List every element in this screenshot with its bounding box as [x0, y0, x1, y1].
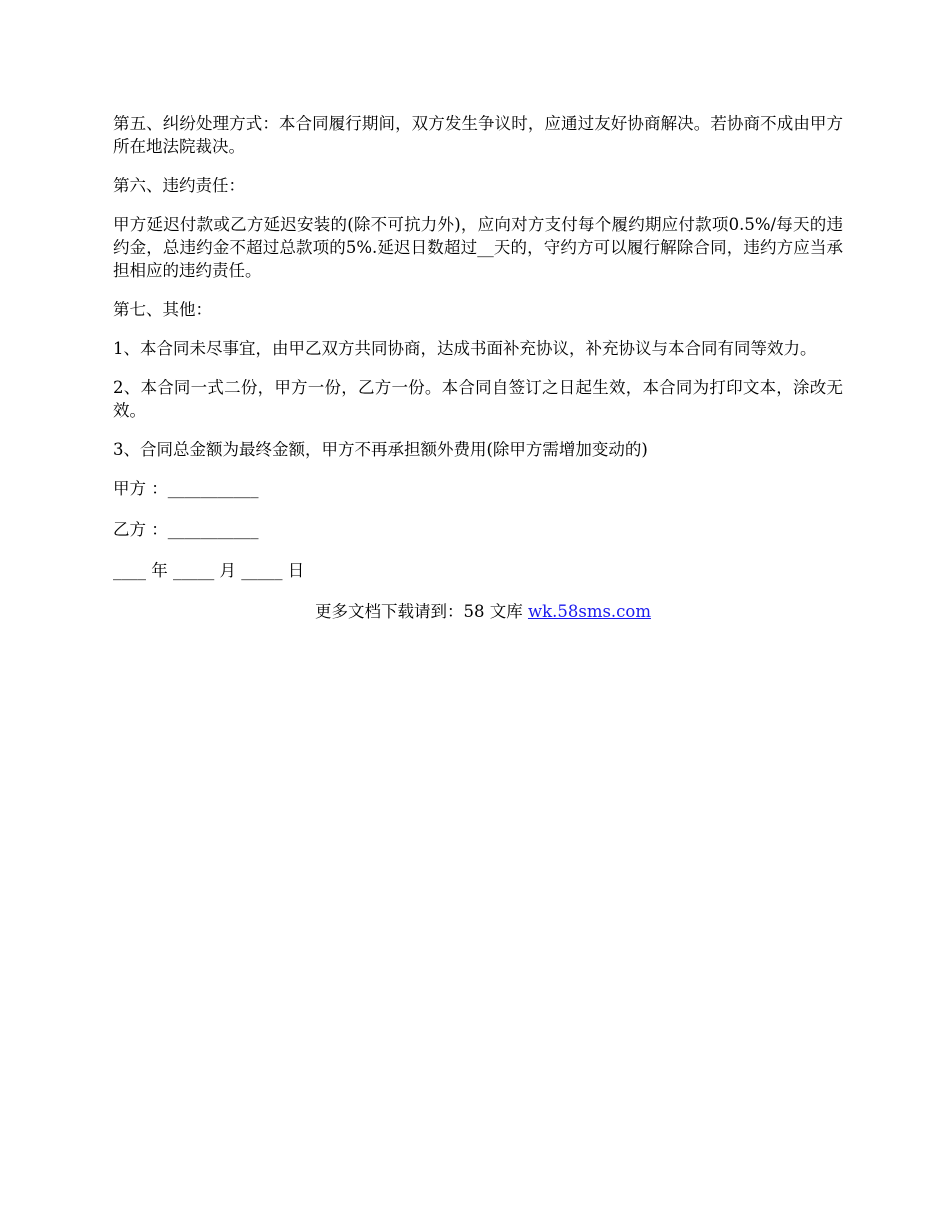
footer-link[interactable]: wk.58sms.com: [527, 602, 651, 621]
clause-five-dispute: 第五、纠纷处理方式：本合同履行期间，双方发生争议时，应通过友好协商解决。若协商不成由甲方所在地法院裁决。: [113, 114, 843, 156]
clause-seven-item-2: 2、本合同一式二份，甲方一份，乙方一份。本合同自签订之日起生效，本合同为打印文本，涂改无效。: [113, 378, 843, 420]
party-b-signature-line: 乙方 ：___________: [113, 520, 259, 539]
clause-seven-item-3: 3、合同总金额为最终金额，甲方不再承担额外费用(除甲方需增加变动的): [113, 440, 648, 459]
party-a-signature-line: 甲方 ：___________: [113, 479, 259, 498]
date-line: ____ 年 _____ 月 _____ 日: [113, 561, 305, 580]
document-page: [113, 112, 843, 624]
footer-text: 更多文档下载请到：58 文库: [314, 602, 528, 621]
clause-seven-item-1: 1、本合同未尽事宜，由甲乙双方共同协商，达成书面补充协议，补充协议与本合同有同等效力。: [113, 339, 817, 358]
clause-seven-heading: 第七、其他：: [113, 300, 212, 319]
clause-six-heading: 第六、违约责任：: [113, 176, 245, 195]
clause-six-liability: 甲方延迟付款或乙方延迟安装的(除不可抗力外)，应向对方支付每个履约期应付款项0.5%/每天的违约金，总违约金不超过总款项的5%.延迟日数超过__天的，守约方可以履行解除合同，违约方应当承担相应的违约责任。: [113, 215, 843, 280]
footer: [113, 600, 843, 624]
